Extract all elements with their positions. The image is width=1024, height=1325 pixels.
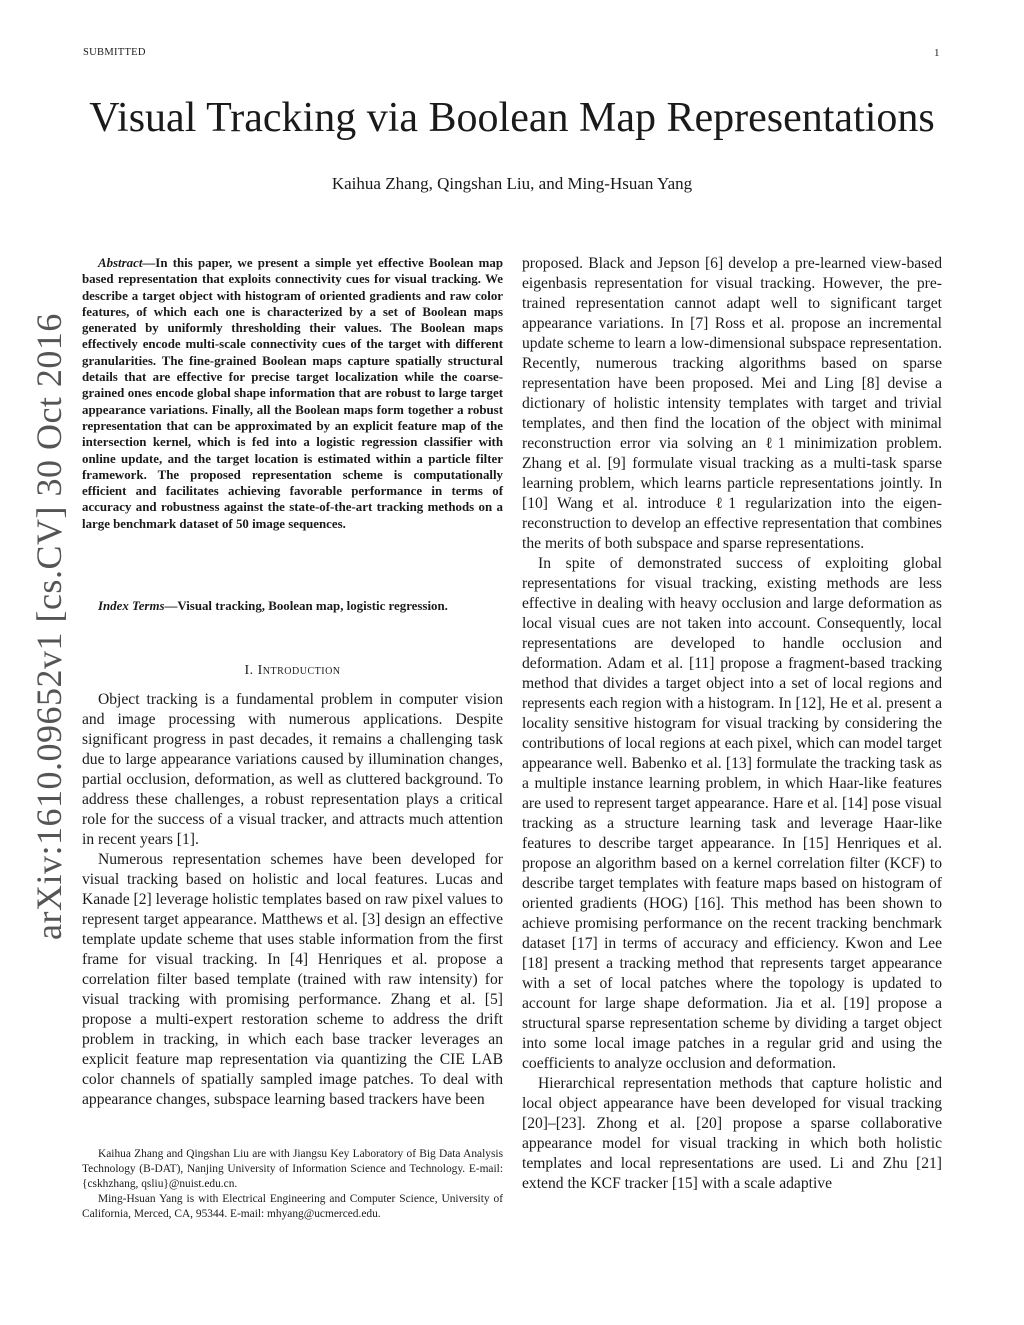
abstract-text: —In this paper, we present a simple yet effective Boolean map based representation that exploits connectivity cues for visual tracking. We describe a target object with histogram of oriented gradients and raw color features, of which each one is characterized by a set of Boolean maps generated by uniformly thresholding their values. The Boolean maps effectively encode multi-scale connectivity cues of the target with different granularities. The fine-grained Boolean maps capture spatially structural details that are effective for precise target localization while the coarse-grained ones encode global shape information that are robust to large target appearance variations. Finally, all the Boolean maps form together a robust representation that can be approximated by an explicit feature map of the intersection kernel, which is fed into a logistic regression classifier with online update, and the target location is estimated within a particle filter framework. The proposed representation scheme is computationally efficient and facilitates achieving favorable performance in terms of accuracy and robustness against the state-of-the-art tracking methods on a large benchmark dataset of 50 image sequences. [82,256,503,531]
page-number: 1 [934,47,940,59]
intro-paragraph-5: Hierarchical representation methods that capture holistic and local object appearance have been developed for visual tracking [20]–[23]. Zhong et al. [20] propose a sparse collaborative appearance model for visual tracking in which both holistic templates and local representations are used. Li and Zhu [21] extend the KCF tracker [15] with a scale adaptive [522,1075,942,1192]
running-header: SUBMITTED [83,47,146,58]
author-footnotes [82,1147,503,1222]
intro-paragraph-2: Numerous representation schemes have been developed for visual tracking based on holistic and local features. Lucas and Kanade [2] leverage holistic templates based on raw pixel values to represent target appearance. Matthews et al. [3] design an effective template update scheme that uses stable information from the first frame for visual tracking. In [4] Henriques et al. propose a correlation filter based template (trained with raw intensity) for visual tracking with promising performance. Zhang et al. [5] propose a multi-expert restoration scheme to address the drift problem in tracking, in which each base tracker leverages an explicit feature map representation via quantizing the CIE LAB color channels of spatially sampled image patches. To deal with appearance changes, subspace learning based trackers have been [82,851,503,1108]
index-terms-text: —Visual tracking, Boolean map, logistic regression. [164,599,448,613]
section-heading [82,663,503,679]
section-number: I. [244,663,254,678]
abstract [82,255,503,532]
intro-left-column [82,690,503,1110]
intro-right-column [522,254,942,1194]
index-terms [82,598,503,614]
footnote-affiliation-2: Ming-Hsuan Yang is with Electrical Engineering and Computer Science, University of California, Merced, CA, 95344. E-mail: mhyang@ucmerced.edu. [82,1193,503,1220]
section-title: Introduction [257,663,341,678]
author-list: Kaihua Zhang, Qingshan Liu, and Ming-Hsuan Yang [331,174,693,193]
index-terms-label: Index Terms [98,599,165,613]
paper-title: Visual Tracking via Boolean Map Representations [89,95,935,141]
intro-paragraph-4: In spite of demonstrated success of exploiting global representations for visual tracking, existing methods are less effective in dealing with heavy occlusion and large deformation as local visual cues are not taken into account. Consequently, local representations are developed to handle occlusion and deformation. Adam et al. [11] propose a fragment-based tracking method that divides a target object into a set of local regions and represents each region with a histogram. In [12], He et al. present a locality sensitive histogram for visual tracking by considering the contributions of local regions at each pixel, which can model target appearance well. Babenko et al. [13] formulate the tracking task as a multiple instance learning problem, in which Haar-like features are used to represent target appearance. Hare et al. [14] pose visual tracking as a structure learning task and leverage Haar-like features to describe target appearance. In [15] Henriques et al. propose an algorithm based on a kernel correlation filter (KCF) to describe target templates with feature maps based on histogram of oriented gradients (HOG) [16]. This method has been shown to achieve promising performance on the recent tracking benchmark dataset [17] in terms of accuracy and efficiency. Kwon and Lee [18] present a tracking method that represents target appearance with a set of local patches where the topology is updated to account for large shape deformation. Jia et al. [19] propose a structural sparse representation scheme by dividing a target object into some local image patches in a regular grid and using the coefficients to analyze occlusion and deformation. [522,555,942,1072]
intro-paragraph-3: proposed. Black and Jepson [6] develop a pre-learned view-based eigenbasis representation for visual tracking. However, the pre-trained representation cannot adapt well to significant target appearance variations. In [7] Ross et al. propose an incremental update scheme to learn a low-dimensional subspace representation. Recently, numerous tracking algorithms based on sparse representation have been proposed. Mei and Ling [8] devise a dictionary of holistic intensity templates with target and trivial templates, and then find the location of the object with minimal reconstruction error via solving an ℓ1 minimization problem. Zhang et al. [9] formulate visual tracking as a multi-task sparse learning problem, which learns particle representations jointly. In [10] Wang et al. introduce ℓ1 regularization into the eigen-reconstruction to develop an effective representation that combines the merits of both subspace and sparse representations. [522,255,942,552]
intro-paragraph-1: Object tracking is a fundamental problem in computer vision and image processing with numerous applications. Despite significant progress in past decades, it remains a challenging task due to large appearance variations caused by illumination changes, partial occlusion, deformation, as well as cluttered background. To address these challenges, a robust representation plays a critical role for the success of a visual tracker, and attracts much attention in recent years [1]. [82,691,503,848]
arxiv-identifier[interactable]: arXiv:1610.09652v1 [cs.CV] 30 Oct 2016 [29,313,69,940]
abstract-label: Abstract [98,256,143,270]
footnote-affiliation-1: Kaihua Zhang and Qingshan Liu are with Jiangsu Key Laboratory of Big Data Analysis Technology (B-DAT), Nanjing University of Information Science and Technology. E-mail: {cskhzhang, qsliu}@nuist.edu.cn. [82,1148,503,1190]
